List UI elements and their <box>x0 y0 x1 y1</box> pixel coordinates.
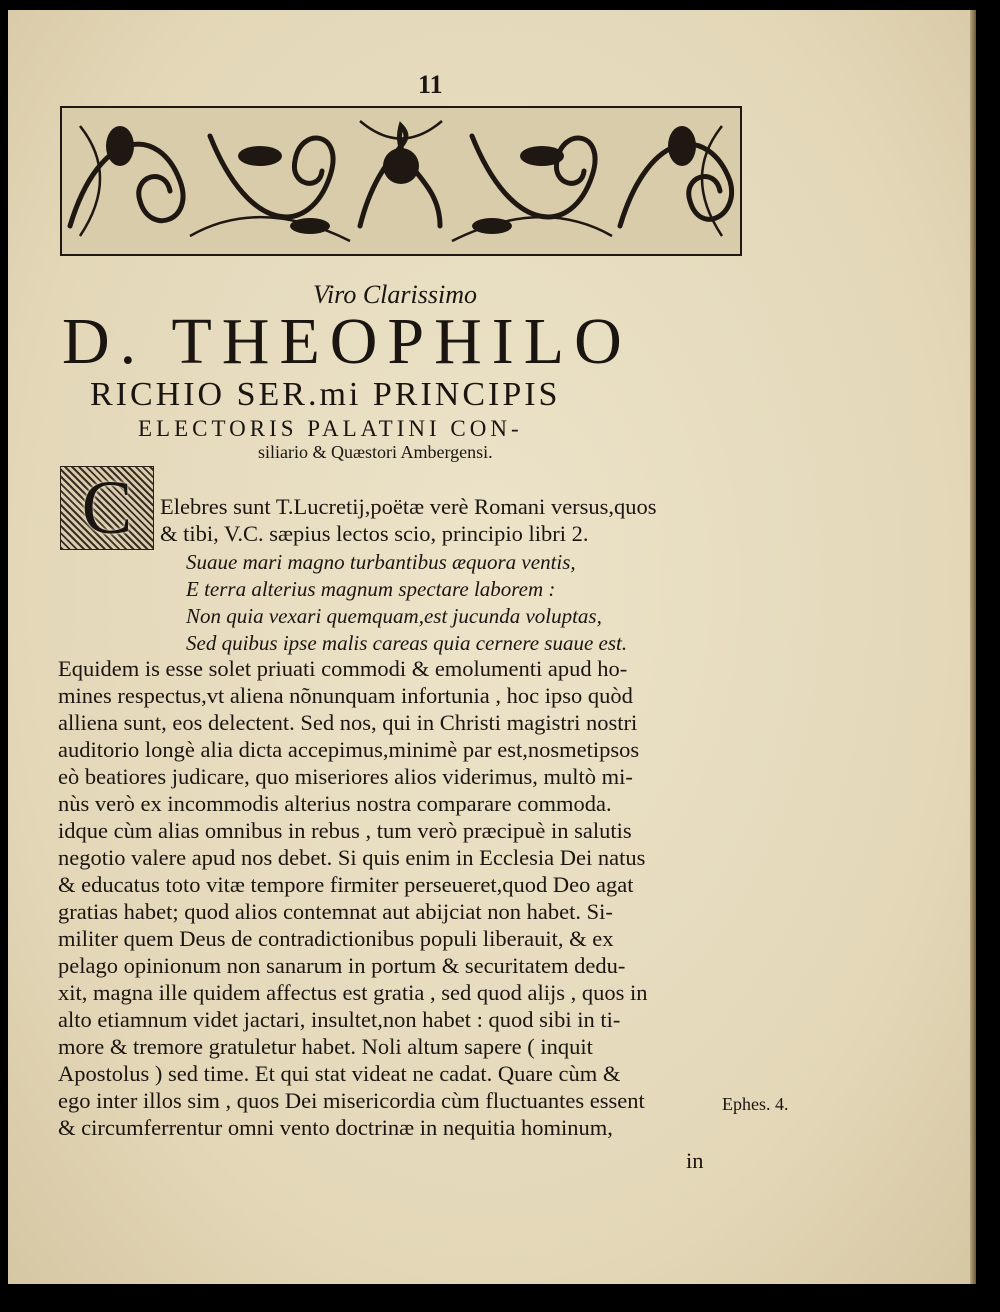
body-line-1: Equidem is esse solet priuati commodi & emolumenti apud ho- <box>58 656 628 681</box>
body-line-4: auditorio longè alia dicta accepimus,minimè par est,nosmetipsos <box>58 737 640 762</box>
page-number: 11 <box>418 70 443 99</box>
verse-line-2: E terra alterius magnum spectare laborem : <box>186 577 556 601</box>
page-edge <box>970 10 976 1284</box>
body-line-15: more & tremore gratuletur habet. Noli altum sapere ( inquit <box>58 1034 593 1059</box>
catchword: in <box>686 1148 704 1173</box>
body-line-16: Apostolus ) sed time. Et qui stat videat ne cadat. Quare cùm & <box>58 1061 621 1086</box>
body-line-2: mines respectus,vt aliena nõnunquam infortunia , hoc ipso quòd <box>58 683 633 708</box>
body-line-8: negotio valere apud nos debet. Si quis enim in Ecclesia Dei natus <box>58 845 646 870</box>
verse-line-3: Non quia vexari quemquam,est jucunda voluptas, <box>186 604 602 628</box>
body-line-7: idque cùm alias omnibus in rebus , tum verò præcipuè in salutis <box>58 818 632 843</box>
body-line-11: militer quem Deus de contradictionibus populi liberauit, & ex <box>58 926 614 951</box>
body-line-18: & circumferrentur omni vento doctrinæ in nequitia hominum, <box>58 1115 613 1140</box>
verse-line-1: Suaue mari magno turbantibus æquora ventis, <box>186 550 576 574</box>
heading-line-3: ELECTORIS PALATINI CON- <box>138 416 523 441</box>
opening-line-2: & tibi, V.C. sæpius lectos scio, principio libri 2. <box>160 521 589 546</box>
body-line-17: ego inter illos sim , quos Dei misericordia cùm fluctuantes essent <box>58 1088 645 1113</box>
body-line-6: nùs verò ex incommodis alterius nostra comparare commoda. <box>58 791 612 816</box>
body-line-10: gratias habet; quod alios contemnat aut abijciat non habet. Si- <box>58 899 613 924</box>
body-line-5: eò beatiores judicare, quo miseriores alios viderimus, multò mi- <box>58 764 633 789</box>
opening-line-1: Elebres sunt T.Lucretij,poëtæ verè Romani versus,quos <box>160 494 657 519</box>
verse-line-4: Sed quibus ipse malis careas quia cernere suaue est. <box>186 631 628 655</box>
ornamental-headpiece <box>60 106 742 256</box>
heading-line-4: siliario & Quæstori Ambergensi. <box>258 442 493 462</box>
margin-note: Ephes. 4. <box>722 1094 789 1114</box>
heading-name: D. THEOPHILO <box>62 305 632 378</box>
heading-line-2: RICHIO SER.mi PRINCIPIS <box>90 376 561 413</box>
body-line-13: xit, magna ille quidem affectus est gratia , sed quod alijs , quos in <box>58 980 648 1005</box>
body-line-3: alliena sunt, eos delectent. Sed nos, qui in Christi magistri nostri <box>58 710 638 735</box>
heading-intro: Viro Clarissimo <box>313 280 477 309</box>
body-line-12: pelago opinionum non sanarum in portum & securitatem dedu- <box>58 953 626 978</box>
body-line-14: alto etiamnum videt jactari, insultet,non habet : quod sibi in ti- <box>58 1007 621 1032</box>
body-line-9: & educatus toto vitæ tempore firmiter perseueret,quod Deo agat <box>58 872 634 897</box>
initial-letter: C <box>81 466 133 550</box>
decorated-initial <box>60 466 154 550</box>
